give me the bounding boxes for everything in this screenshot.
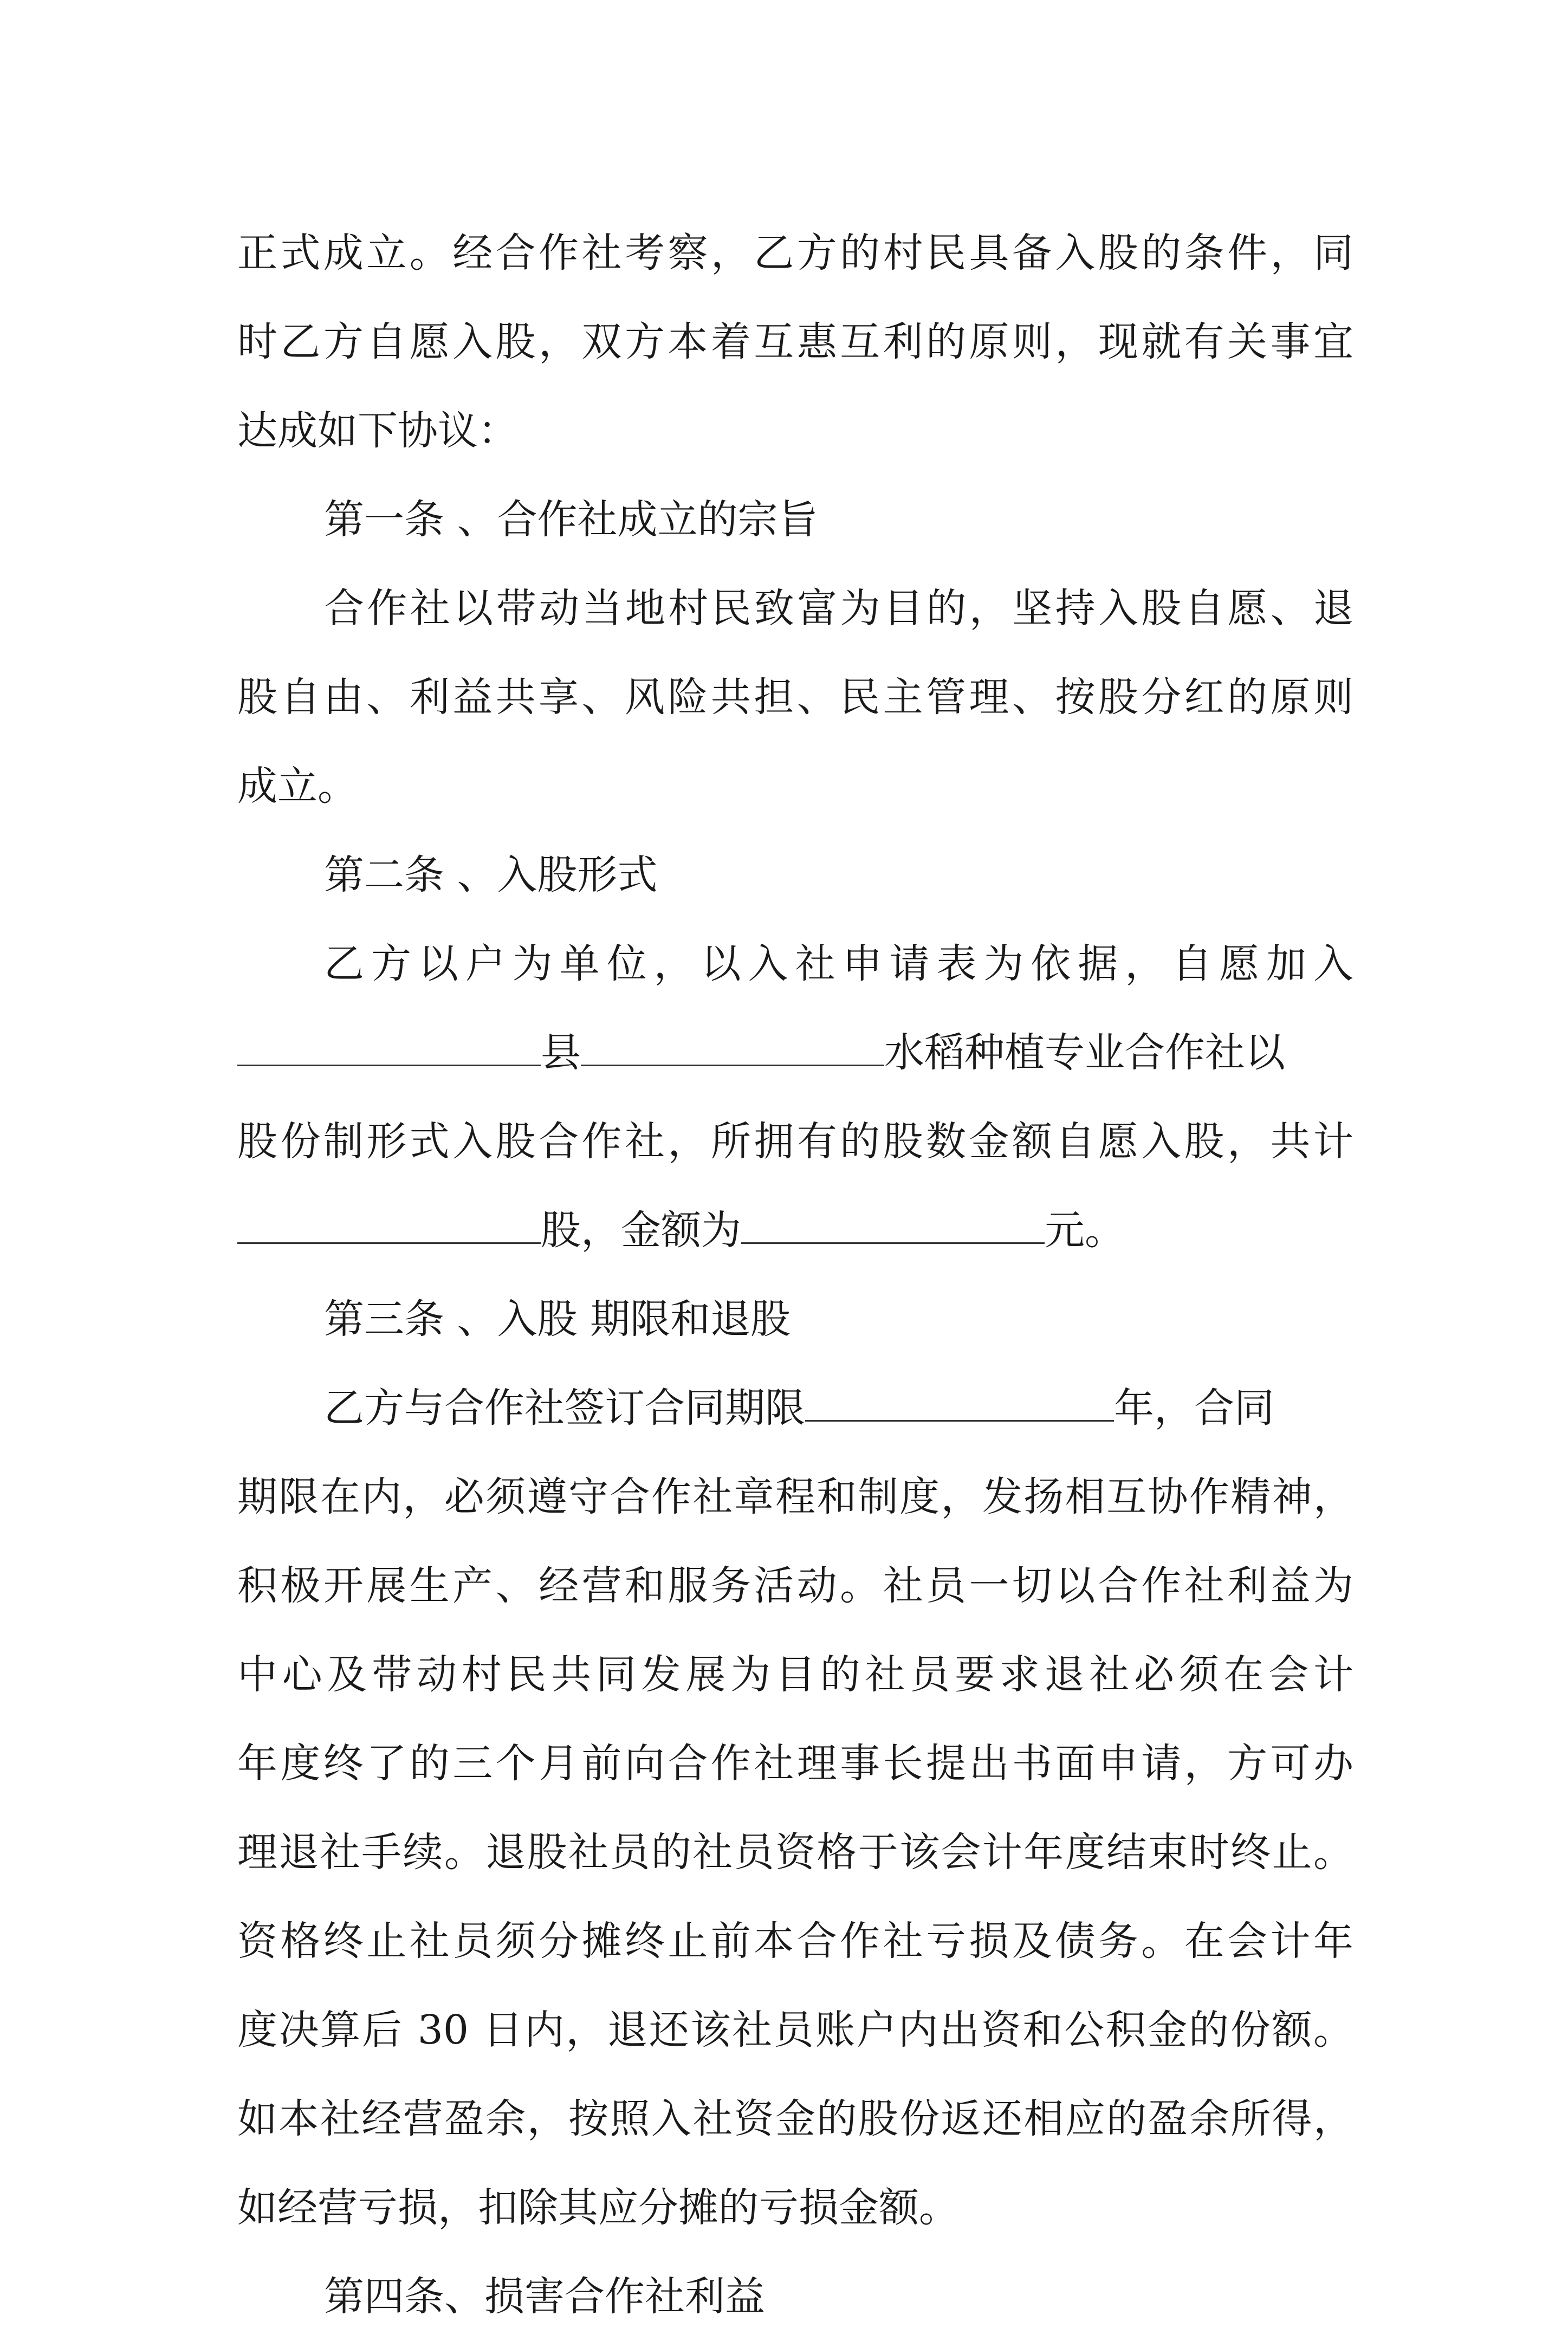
text-line: 如本社经营盈余，按照入社资金的股份返还相应的盈余所得，: [237, 2096, 1353, 2142]
article-2-title: 第二条 、入股形式: [324, 852, 658, 898]
text-line: 年度终了的三个月前向合作社理事长提出书面申请，方可办: [237, 1740, 1353, 1787]
text-line: 合作社以带动当地村民致富为目的，坚持入股自愿、退: [324, 585, 1353, 632]
county-blank-field[interactable]: [237, 1030, 541, 1066]
county-label: 县: [541, 1029, 581, 1076]
text-line: 股自由、利益共享、风险共担、民主管理、按股分红的原则: [237, 674, 1353, 721]
text-line: 股份制形式入股合作社，所拥有的股数金额自愿入股，共计: [237, 1118, 1353, 1165]
amount-blank-field[interactable]: [741, 1208, 1045, 1244]
text-line: 正式成立。经合作社考察，乙方的村民具备入股的条件，同: [237, 230, 1353, 276]
text-line: [237, 1186, 1353, 1275]
contract-term-blank-field[interactable]: [805, 1385, 1114, 1422]
currency-label: 元。: [1045, 1207, 1125, 1254]
text-line: 中心及带动村民共同发展为目的社员要求退社必须在会计: [237, 1651, 1353, 1698]
text-line: 度决算后 30 日内，退还该社员账户内出资和公积金的份额。: [237, 2007, 1353, 2053]
text-line: 乙方以户为单位，以入社申请表为依据，自愿加入: [324, 941, 1353, 987]
text-line: 达成如下协议：: [237, 407, 518, 454]
text-line: 时乙方自愿入股，双方本着互惠互利的原则，现就有关事宜: [237, 319, 1353, 365]
text-line: 如经营亏损，扣除其应分摊的亏损金额。: [237, 2184, 959, 2231]
shares-blank-field[interactable]: [237, 1208, 541, 1244]
text-line: 成立。: [237, 763, 358, 809]
contract-term-label: 乙方与合作社签订合同期限: [324, 1385, 805, 1431]
article-4-title: 第四条、损害合作社利益: [324, 2273, 765, 2320]
article-3-title: 第三条 、入股 期限和退股: [324, 1296, 791, 1343]
cooperative-label: 水稻种植专业合作社以: [884, 1029, 1285, 1076]
text-line: 积极开展生产、经营和服务活动。社员一切以合作社利益为: [237, 1562, 1353, 1609]
cooperative-name-blank-field[interactable]: [581, 1030, 884, 1066]
text-line: [237, 1364, 1353, 1452]
article-1-title: 第一条 、合作社成立的宗旨: [324, 496, 818, 543]
contract-term-suffix: 年，合同: [1114, 1385, 1274, 1431]
document-page: [237, 209, 1353, 2341]
text-line: 期限在内，必须遵守合作社章程和制度，发扬相互协作精神，: [237, 1474, 1353, 1520]
shares-label: 股，金额为: [541, 1207, 741, 1254]
text-line: 理退社手续。退股社员的社员资格于该会计年度结束时终止。: [237, 1829, 1353, 1876]
text-line: [237, 1008, 1353, 1097]
text-line: 资格终止社员须分摊终止前本合作社亏损及债务。在会计年: [237, 1918, 1353, 1964]
